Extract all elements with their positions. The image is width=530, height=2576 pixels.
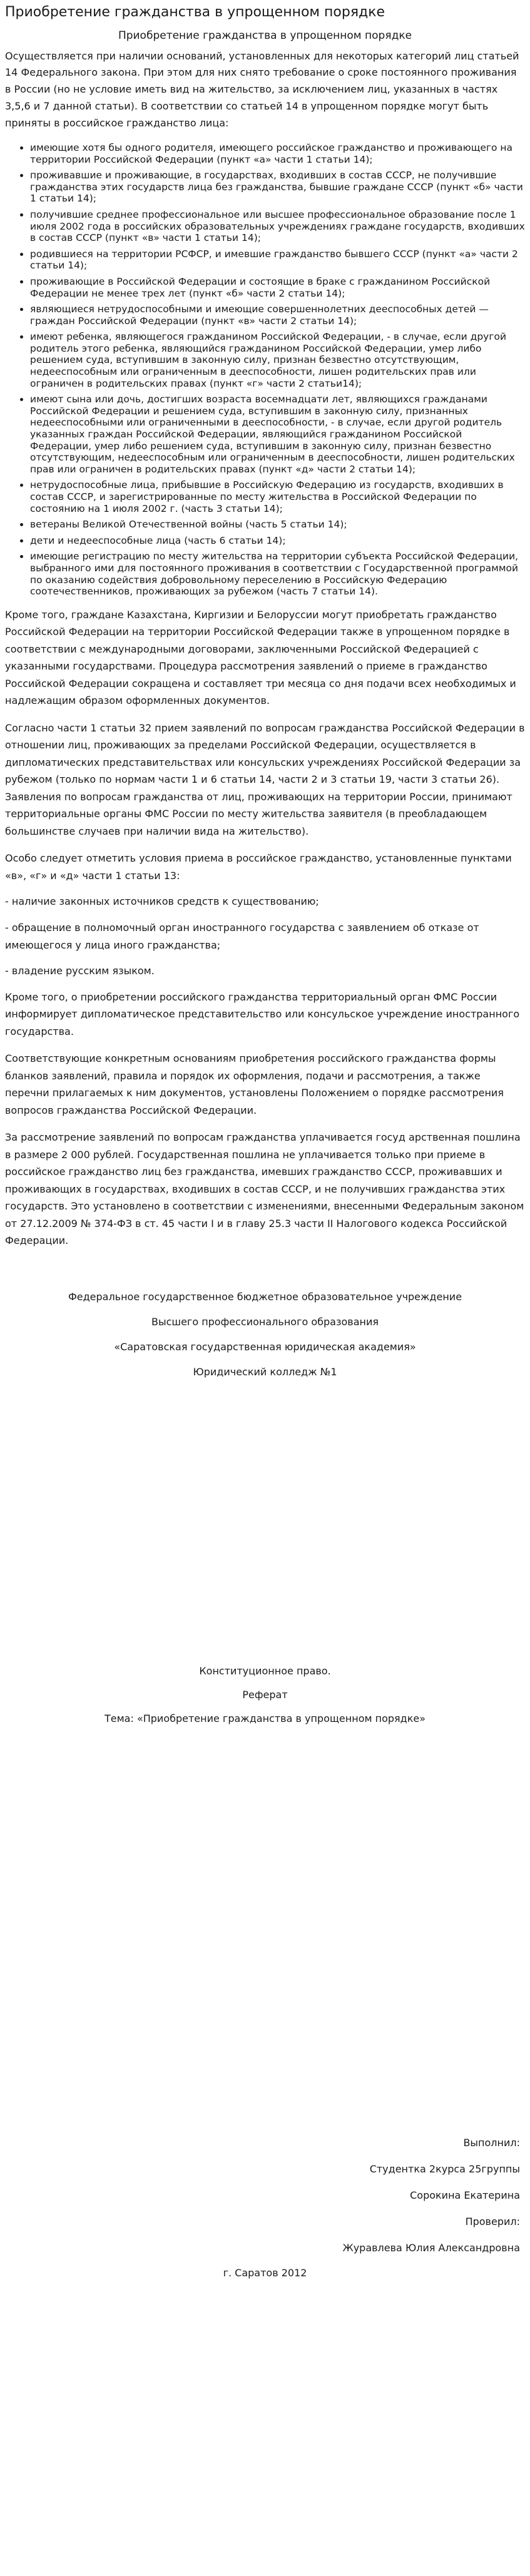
list-item: • имеющие хотя бы одного родителя, имеющего российское гражданство и проживающего на территории Российской Федерации (пункт «а» части 1 статьи 14);: [30, 142, 525, 165]
condition-income: - наличие законных источников средств к существованию;: [5, 895, 319, 908]
section-subtitle: Приобретение гражданства в упрощенном порядке: [118, 29, 412, 42]
list-item: • проживающие в Российской Федерации и состоящие в браке с гражданином Российской Федерации не менее трех лет (пункт «б» части 2 статьи 14);: [30, 276, 525, 299]
list-item: • дети и недееспособные лица (часть 6 статьи 14);: [30, 535, 525, 547]
institution-line: «Саратовская государственная юридическая академия»: [114, 1340, 416, 1353]
condition-language: - владение русским языком.: [5, 965, 155, 977]
report-title-block: [5, 1664, 525, 1726]
treaty-paragraph: Кроме того, граждане Казахстана, Киргизии и Белоруссии могут приобретать гражданство Российской Федерации на территории Российской Федерации также в упрощенном порядке в соответствии с международными договорами, заключенными Российской Федерацией с указанными государствами. Процедура рассмотрения заявлений о приеме в гражданство Российской Федерации сокращена и составляет три месяца со дня подачи всех необходимых и надлежащим образом оформленных документов.: [5, 608, 516, 707]
institution-line: Высшего профессионального образования: [151, 1315, 379, 1328]
institution-block: [5, 1290, 525, 1380]
list-item: • ветераны Великой Отечественной войны (часть 5 статьи 14);: [30, 519, 525, 531]
conditions-intro-paragraph: Особо следует отметить условия приема в российское гражданство, установленные пунктами «в», «г» и «д» части 1 статьи 13:: [5, 852, 512, 882]
signature-line: Журавлева Юлия Александровна: [342, 2241, 520, 2254]
signature-line: Проверил:: [465, 2215, 520, 2227]
list-item: • родившиеся на территории РСФСР, и имевшие гражданство бывшего СССР (пункт «а» части 2 статьи 14);: [30, 248, 525, 272]
signature-line: Сорокина Екатерина: [410, 2189, 520, 2201]
condition-renunciation: - обращение в полномочный орган иностранного государства с заявлением об отказе от имеющегося у лица иного гражданства;: [5, 922, 479, 951]
institution-line: Федеральное государственное бюджетное образовательное учреждение: [68, 1290, 462, 1303]
signature-block: [5, 2136, 525, 2256]
list-item: • нетрудоспособные лица, прибывшие в Российскую Федерацию из государств, входивших в состав СССР, и зарегистрированные по месту жительства в Российской Федерации по состоянию на 1 июля 2002 г. (часть 3 статьи 14);: [30, 479, 525, 514]
fee-paragraph: За рассмотрение заявлений по вопросам гражданства уплачивается госуд арственная пошлина в размере 2 000 рублей. Государственная пошлина не уплачивается только при приеме в российское гражданство лиц без гражданства, имевших гражданство СССР, проживавших и проживающих в государствах, входивших в состав СССР, и не получивших гражданства этих государств. Это установлено в соответствии с изменениями, внесенными Федеральным законом от 27.12.2009 № 374-ФЗ в ст. 45 части I и в главу 25.3 части II Налогового кодекса Российской Федерации.: [5, 1131, 524, 1247]
subject-line: Конституционное право.: [199, 1664, 331, 1677]
criteria-list: [5, 142, 525, 598]
report-type-line: Реферат: [242, 1688, 288, 1701]
list-item: • имеющие регистрацию по месту жительства на территории субъекта Российской Федерации, выбранного ими для постоянного проживания в соответствии с Государственной программой по оказанию содействия добровольному переселению в Российскую Федерацию соотечественников, проживающих за рубежом (часть 7 статьи 14).: [30, 551, 525, 597]
intro-paragraph: Осуществляется при наличии оснований, установленных для некоторых категорий лиц статьей 14 Федерального закона. При этом для них снято требование о сроке постоянного проживания в России (но не условие иметь вид на жительство, за исключением лиц, указанных в частях 3,5,6 и 7 данной статьи). В соответствии со статьей 14 в упрощенном порядке могут быть приняты в российское гражданство лица:: [5, 49, 519, 130]
list-item: • получившие среднее профессиональное или высшее профессиональное образование после 1 июля 2002 года в российских образовательных учреждениях граждане государств, входивших в состав СССР (пункт «в» части 1 статьи 14);: [30, 209, 525, 244]
signature-line: Студентка 2курса 25группы: [369, 2162, 520, 2175]
list-item: • имеют ребенка, являющегося гражданином Российской Федерации, - в случае, если другой родитель этого ребенка, являющийся гражданином Российской Федерации, умер либо решением суда, вступившим в законную силу, признан безвестно отсутствующим, недееспособным или ограниченным в дееспособности, лишен родительских прав или ограничен в родительских правах (пункт «г» части 2 статьи14);: [30, 331, 525, 389]
report-topic-line: Тема: «Приобретение гражданства в упрощенном порядке»: [104, 1712, 426, 1724]
signature-line: Выполнил:: [463, 2136, 520, 2149]
list-item: • являющиеся нетрудоспособными и имеющие совершеннолетних дееспособных детей — граждан Российской Федерации (пункт «в» части 2 статьи 14);: [30, 303, 525, 327]
applications-paragraph: Согласно части 1 статьи 32 прием заявлений по вопросам гражданства Российской Федерации в отношении лиц, проживающих за пределами Российской Федерации, осуществляется в дипломатических представительствах или консульских учреждениях Российской Федерации за рубежом (только по нормам части 1 и 6 статьи 14, части 2 и 3 статьи 19, части 3 статьи 26). Заявления по вопросам гражданства от лиц, проживающих на территории России, принимают территориальные органы ФМС России по месту жительства заявителя (в преобладающем большинстве случаев при наличии вида на жительство).: [5, 721, 525, 837]
page-title: Приобретение гражданства в упрощенном порядке: [5, 4, 385, 20]
list-item: • имеют сына или дочь, достигших возраста восемнадцати лет, являющихся гражданами Российской Федерации и решением суда, вступившим в законную силу, признанных недееспособными или ограниченными в дееспособности, - в случае, если другой родитель указанных граждан Российской Федерации, являющийся гражданином Российской Федерации, умер либо решением суда, вступившим в законную силу, признан безвестно отсутствующим, недееспособным или ограниченным в дееспособности, лишен родительских прав или ограничен в родительских правах (пункт «д» части 2 статьи 14);: [30, 394, 525, 475]
list-item: • проживавшие и проживающие, в государствах, входивших в состав СССР, не получившие гражданства этих государств лица без гражданства, бывшие граждане СССР (пункт «б» части 1 статьи 14);: [30, 170, 525, 205]
notification-paragraph: Кроме того, о приобретении российского гражданства территориальный орган ФМС России информирует дипломатическое представительство или консульское учреждение иностранного государства.: [5, 990, 520, 1037]
city-year: г. Саратов 2012: [223, 2266, 307, 2279]
institution-line: Юридический колледж №1: [193, 1365, 337, 1378]
forms-paragraph: Соответствующие конкретным основаниям приобретения российского гражданства формы бланков заявлений, правила и порядок их оформления, подачи и рассмотрения, а также перечни прилагаемых к ним документов, установлены Положением о порядке рассмотрения вопросов гражданства Российской Федерации.: [5, 1052, 504, 1116]
